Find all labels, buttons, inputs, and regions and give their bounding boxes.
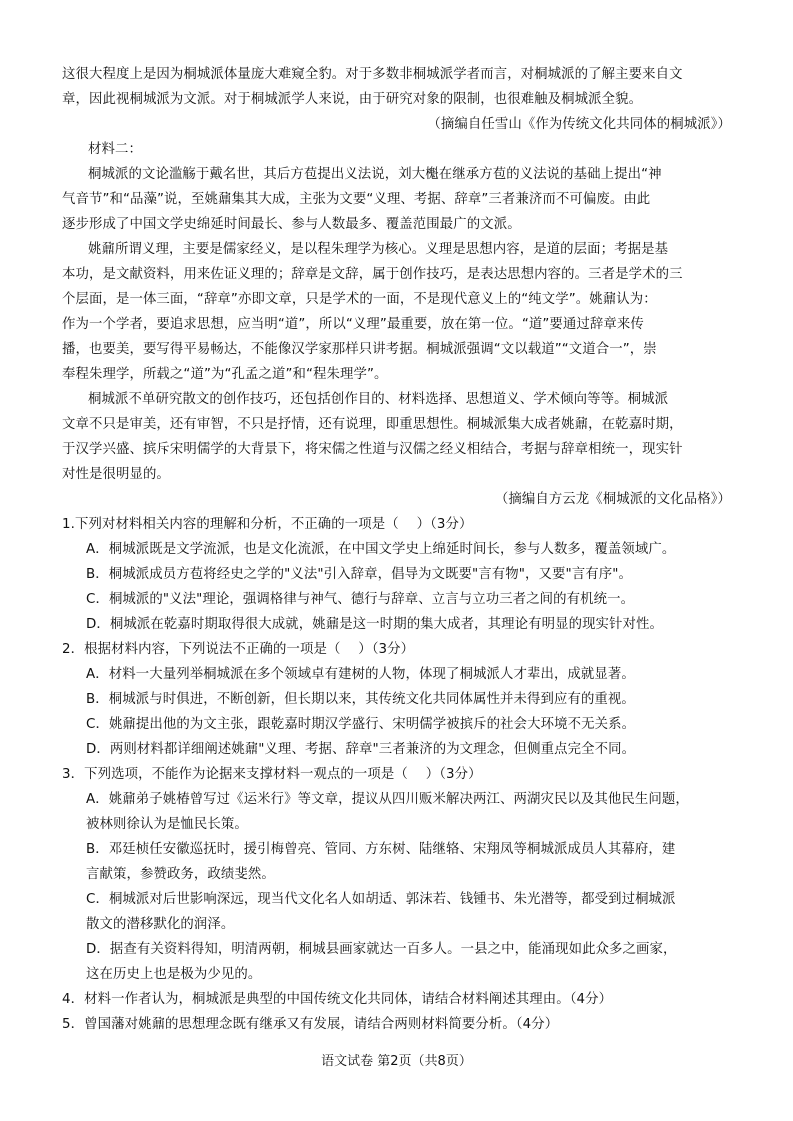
question-2-option-b: B．桐城派与时俱进，不断创新，但长期以来，其传统文化共同体属性并未得到应有的重视。 [86,692,635,707]
question-5-stem: 5．曾国藩对姚鼐的思想理念既有继承又有发展，请结合两则材料简要分析。（4分） [62,1017,559,1032]
material2-p1-line-1: 桐城派的文论滥觞于戴名世，其后方苞提出义法说，刘大櫆在继承方苞的义法说的基础上提出“神 [88,167,662,182]
question-2-option-d: D．两则材料都详细阐述姚鼐"义理、考据、辞章"三者兼济的为文理念，但侧重点完全不同。 [86,742,636,757]
question-1-stem: 1.下列对材料相关内容的理解和分析，不正确的一项是（ ）（3分） [62,517,473,532]
material2-heading: 材料二： [88,142,142,157]
question-3-option-b-line-2: 言献策，参赞政务，政绩斐然。 [86,867,275,882]
material2-p3-line-1: 桐城派不单研究散文的创作技巧，还包括创作目的、材料选择、思想道义、学术倾向等等。桐城派 [88,392,669,407]
question-3-option-d-line-1: D．据查有关资料得知，明清两朝，桐城县画家就达一百多人。一县之中，能涌现如此众多之画家， [86,942,677,957]
question-1-option-a: A．桐城派既是文学流派，也是文化流派，在中国文学史上绵延时间长，参与人数多，覆盖领域广。 [86,542,676,557]
question-2-option-c: C．姚鼐提出他的为文主张，跟乾嘉时期汉学盛行、宋明儒学被摈斥的社会大环境不无关系。 [86,717,636,732]
question-3-stem: 3．下列选项，不能作为论据来支撑材料一观点的一项是（ ）（3分） [62,767,482,782]
intro-source: （摘编自任雪山《作为传统文化共同体的桐城派》） [427,117,731,132]
material2-p2-line-3: 个层面，是一体三面，“辞章”亦即文章，只是学术的一面，不是现代意义上的“纯文学”。姚鼐认为： [62,292,657,307]
question-3-option-c-line-2: 散文的潜移默化的润泽。 [86,917,235,932]
material2-p2-line-6: 奉程朱理学，所载之“道”为“孔孟之道”和“程朱理学”。 [62,367,388,382]
question-3-option-d-line-2: 这在历史上也是极为少见的。 [86,967,262,982]
question-3-option-a-line-1: A．姚鼐弟子姚椿曾写过《运米行》等文章，提议从四川贩米解决两江、两湖灾民以及其他民生问题， [86,792,689,807]
question-4-stem: 4．材料一作者认为，桐城派是典型的中国传统文化共同体，请结合材料阐述其理由。（4分） [62,992,613,1007]
material2-p3-line-2: 文章不只是审美，还有审智，不只是抒情，还有说理，即重思想性。桐城派集大成者姚鼐，在乾嘉时期， [62,417,683,432]
material2-p2-line-1: 姚鼐所谓义理，主要是儒家经义，是以程朱理学为核心。义理是思想内容，是道的层面；考据是基 [88,242,669,257]
material2-p3-line-3: 于汉学兴盛、摈斥宋明儒学的大背景下，将宋儒之性道与汉儒之经义相结合，考据与辞章相统一，现实针 [62,442,683,457]
question-2-stem: 2．根据材料内容，下列说法不正确的一项是（ ）（3分） [62,642,415,657]
page-footer: 语文试卷 第2页（共8页） [321,1054,472,1069]
material2-source: （摘编自方云龙《桐城派的文化品格》） [494,492,731,507]
question-2-option-a: A．材料一大量列举桐城派在多个领域卓有建树的人物，体现了桐城派人才辈出，成就显著。 [86,667,635,682]
material2-p2-line-4: 作为一个学者，要追求思想，应当明“道”，所以“义理”最重要，放在第一位。“道”要通过辞章来传 [62,317,644,332]
material2-p2-line-5: 播，也要美，要写得平易畅达，不能像汉学家那样只讲考据。桐城派强调“文以载道”“文道合一”，崇 [62,342,657,357]
material2-p2-line-2: 本功，是文献资料，用来佐证义理的；辞章是文辞，属于创作技巧，是表达思想内容的。三者是学术的三 [62,267,683,282]
question-1-option-b: B．桐城派成员方苞将经史之学的"义法"引入辞章，倡导为文既要"言有物"，又要"言有序"。 [86,567,632,582]
question-1-option-d: D．桐城派在乾嘉时期取得很大成就，姚鼐是这一时期的集大成者，其理论有明显的现实针对性。 [86,617,664,632]
intro-line-2: 章，因此视桐城派为文派。对于桐城派学人来说，由于研究对象的限制，也很难触及桐城派全貌。 [62,92,643,107]
question-3-option-a-line-2: 被林则徐认为是恤民长策。 [86,817,248,832]
material2-p1-line-2: 气音节”和“品藻”说，至姚鼐集其大成，主张为文要“义理、考据、辞章”三者兼济而不可偏废。由此 [62,192,651,207]
material2-p3-line-4: 对性是很明显的。 [62,467,170,482]
material2-p1-line-3: 逐步形成了中国文学史绵延时间最长、参与人数最多、覆盖范围最广的文派。 [62,217,521,232]
question-1-option-c: C．桐城派的"义法"理论，强调格律与神气、德行与辞章、立言与立功三者之间的有机统一。 [86,592,635,607]
intro-line-1: 这很大程度上是因为桐城派体量庞大难窥全豹。对于多数非桐城派学者而言，对桐城派的了解主要来自文 [62,67,683,82]
question-3-option-b-line-1: B．邓廷桢任安徽巡抚时，援引梅曾亮、管同、方东树、陆继辂、宋翔凤等桐城派成员人其幕府，建 [86,842,676,857]
question-3-option-c-line-1: C．桐城派对后世影响深远，现当代文化名人如胡适、郭沫若、钱锺书、朱光潜等，都受到过桐城派 [86,892,676,907]
